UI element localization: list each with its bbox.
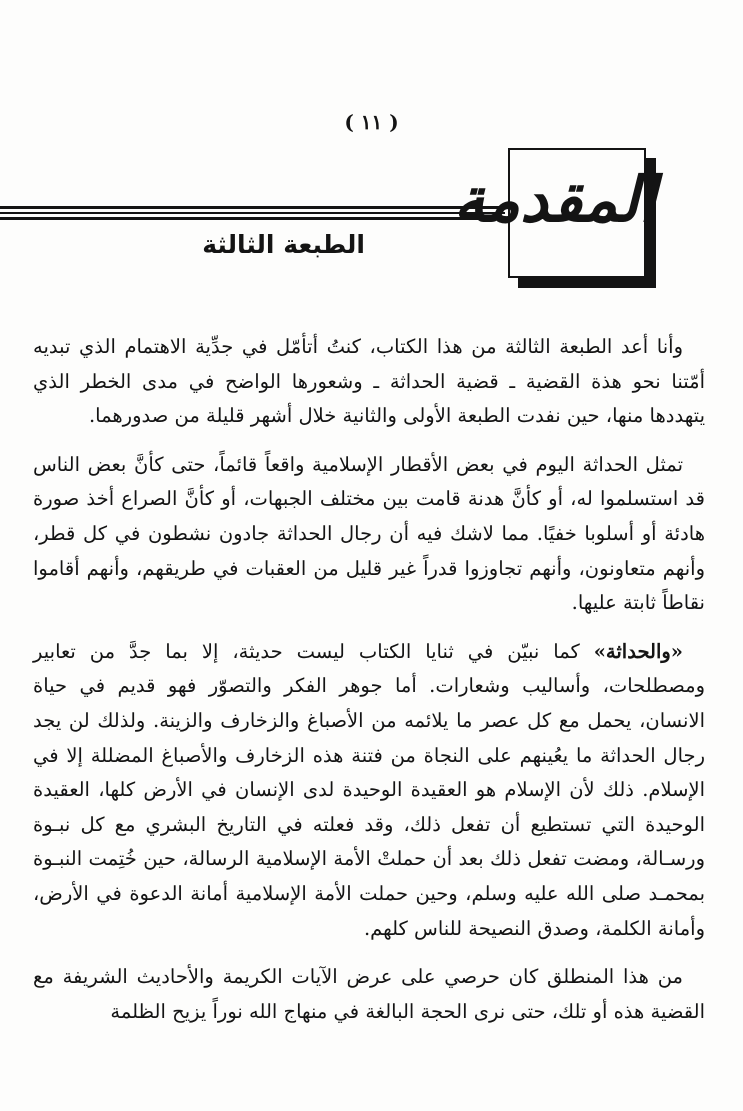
paragraph-3-term: «والحداثة» — [593, 639, 683, 663]
paragraph-3 — [33, 635, 705, 946]
header-rule-bottom — [0, 217, 505, 220]
header-rules — [0, 206, 505, 220]
header-rule-middle — [0, 212, 505, 214]
paragraph-1: وأنا أعد الطبعة الثالثة من هذا الكتاب، كنتُ أتأمّل في جدِّية الاهتمام الذي تبديه أمّتنا نحو هذة القضية ـ قضية الحداثة ـ وشعورها الواضح في مدى الخطر الذي يتهددها منها، حين نفدت الطبعة الأولى والثانية خلال أشهر قليلة من صدورهما. — [33, 335, 705, 428]
paragraph-2: تمثل الحداثة اليوم في بعض الأقطار الإسلامية واقعاً قائماً، حتى كأنَّ بعض الناس قد استسلموا له، أو كأنَّ هدنة قامت بين مختلف الجبهات، أو كأنَّ الصراع أخذ صورة هادئة أو أسلوبا خفيًا. مما لاشك فيه أن رجال الحداثة جادون نشطون في كل قطر، وأنهم متعاونون، وأنهم تجاوزوا قدراً غير قليل من العقبات في طريقهم، وأنهم أقاموا نقاطاً ثابتة عليها. — [33, 452, 705, 615]
page-number: ( ١١ ) — [344, 110, 399, 134]
header-rule-top — [0, 206, 505, 209]
paragraph-4: من هذا المنطلق كان حرصي على عرض الآيات الكريمة والأحاديث الشريفة مع القضية هذه أو تلك، حتى نرى الحجة البالغة في منهاج الله نوراً يزيح الظلمة — [33, 965, 705, 1023]
chapter-title: المقدمة — [453, 163, 656, 236]
edition-heading: الطبعة الثالثة — [202, 230, 365, 259]
paragraph-3-text: كما نبيّن في ثنايا الكتاب ليست حديثة، إلا بما جدَّ من تعابير ومصطلحات، وأساليب وشعارات. أما جوهر الفكر والتصوّر فهو قديم في حياة الانسان، يحمل مع كل عصر ما يلائمه من الأصباغ والزخارف والزينة. ولذلك لن يجد رجال الحداثة ما يعُينهم على النجاة من فتنة هذه الزخارف والأصباغ المضللة إلا في الإسلام. ذلك لأن الإسلام هو العقيدة الوحيدة لدى الإنسان في الأرض كلها، العقيدة الوحيدة التي تستطيع أن تفعل ذلك، وقد فعلته في التاريخ البشري مع كل نبـوة ورسـالة، ومضت تفعل ذلك بعد أن حملتْ الأمة الإسلامية الرسالة، حين خُتِمت النبـوة بمحمـد صلى الله عليه وسلم، وحين حملت الأمة الإسلامية أمانة الدعوة في الأرض، وأمانة الكلمة، وصدق النصيحة للناس كلهم. — [33, 639, 705, 940]
body-text — [33, 330, 705, 1043]
